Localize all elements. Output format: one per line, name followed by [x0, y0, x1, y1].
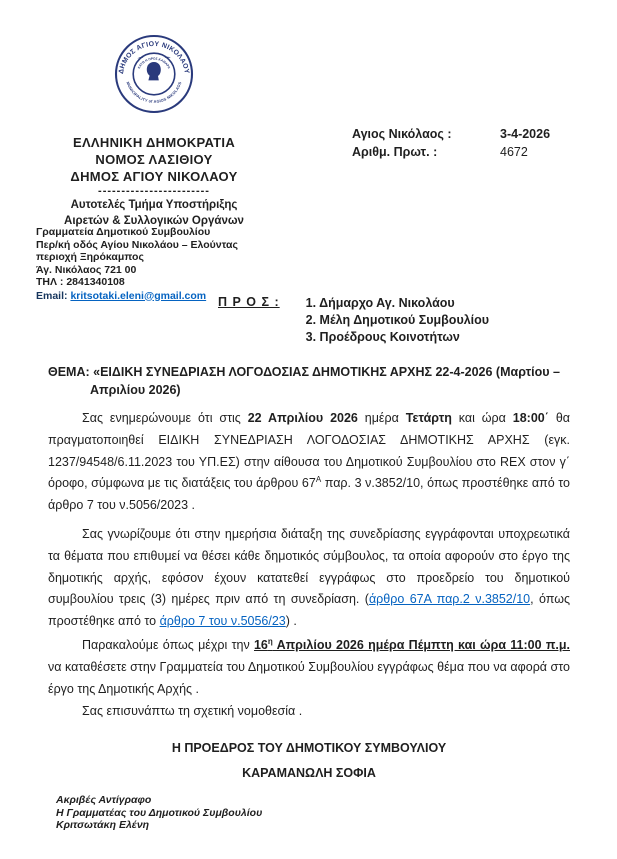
paragraph-text: θα πραγματοποιηθεί ΕΙΔΙΚΗ ΣΥΝΕΔΡΙΑΣΗ ΛΟΓΟΔΟΣΙΑΣ ΔΗΜΟΤΙΚΗΣ ΑΡΧΗΣ (εγκ. 1237/94548/6.11.2023 του ΥΠ.ΕΣ) στην αίθουσα του Δημοτικού Συμβουλίου στο REX στον γ΄ όροφο, σύμφωνα με τις διατάξεις του άρθρου 67	[48, 411, 570, 491]
seal-arc-bottom-text: MUNICIPALITY of AGIOS NIKOLAOS	[125, 81, 183, 104]
deadline-rest: Απριλίου 2026 ημέρα Πέμπτη και ώρα 11:00 π.μ.	[272, 637, 570, 652]
header-left-block	[38, 34, 270, 229]
law-link-3852[interactable]: άρθρο 67Α παρ.2 ν.3852/10	[368, 592, 531, 607]
protocol-label: Αριθμ. Πρωτ. :	[352, 144, 438, 159]
municipality-seal-logo	[114, 34, 194, 114]
municipality-title: ΔΗΜΟΣ ΑΓΙΟΥ ΝΙΚΟΛΑΟΥ	[70, 169, 238, 184]
email-link[interactable]: kritsotaki.eleni@gmail.com	[70, 289, 207, 302]
svg-text:MUNICIPALITY of AGIOS NIKOLAOS	[125, 81, 182, 104]
signature-block	[48, 736, 570, 785]
paragraph-text: παρ. 3 ν.3852/10, όπως προστέθηκε από το άρθρο 7 του ν.5056/2023 .	[48, 476, 570, 513]
recipient-item: 1. Δήμαρχο Αγ. Νικολάου	[305, 296, 455, 310]
republic-title: ΕΛΛΗΝΙΚΗ ΔΗΜΟΚΡΑΤΙΑ	[72, 135, 236, 150]
date-value: 3-4-2026	[500, 127, 551, 141]
law-link-5056[interactable]: άρθρο 7 του ν.5056/23	[159, 614, 286, 629]
subject-text-line2: Απριλίου 2026)	[90, 383, 181, 397]
protocol-value: 4672	[500, 144, 528, 159]
department-line2: Αιρετών & Συλλογικών Οργάνων	[64, 215, 244, 227]
paragraph-text: ημέρα	[357, 411, 406, 425]
email-label: Email:	[36, 289, 68, 302]
recipients-block	[218, 295, 489, 346]
prefecture-title: ΝΟΜΟΣ ΛΑΣΙΘΙΟΥ	[95, 152, 213, 167]
letter-body	[48, 363, 570, 832]
session-date: 22 Απριλίου 2026	[247, 411, 358, 425]
paragraph-text: ) .	[285, 614, 297, 629]
deadline-day-number: 16	[253, 637, 268, 652]
paragraph-text: να καταθέσετε στην Γραμματεία του Δημοτικού Συμβουλίου εγγράφως θέμα που να αφορά στο έργο της Δημοτικής Αρχής .	[48, 659, 570, 696]
contact-city: Άγ. Νικόλαος 721 00	[36, 263, 137, 276]
contact-office: Γραμματεία Δημοτικού Συμβουλίου	[36, 226, 211, 238]
protocol-row	[352, 144, 582, 162]
contact-block	[36, 226, 238, 302]
paragraph-text: και ώρα	[451, 411, 513, 425]
closing-line: Σας επισυνάπτω τη σχετική νομοθεσία .	[82, 704, 303, 719]
secretary-name: Κριτσωτάκη Ελένη	[56, 819, 150, 832]
subject-text-line1: ΘΕΜΑ: «ΕΙΔΙΚΗ ΣΥΝΕΔΡΙΑΣΗ ΛΟΓΟΔΟΣΙΑΣ ΔΗΜΟΤΙΚΗΣ ΑΡΧΗΣ 22-4-2026 (Μαρτίου –	[48, 365, 560, 379]
department-line1: Αυτοτελές Τμήμα Υποστήριξης	[70, 199, 238, 211]
place-date-row	[352, 126, 582, 144]
seal-head-figure-icon	[147, 62, 161, 80]
secretary-title: Η Γραμματέας του Δημοτικού Συμβουλίου	[56, 806, 263, 819]
contact-phone: ΤΗΛ : 2841340108	[36, 276, 125, 288]
session-day: Τετάρτη	[405, 411, 452, 425]
recipients-label: Π Ρ Ο Σ :	[218, 295, 280, 309]
header-divider: ------------------------	[98, 185, 210, 197]
certified-copy-block	[56, 794, 570, 832]
paragraph-text: Σας ενημερώνουμε ότι στις	[82, 411, 248, 425]
paragraph-text: , όπως προστέθηκε από το	[48, 592, 570, 629]
reference-block	[352, 126, 582, 161]
superscript-letter: Α	[315, 475, 322, 485]
signature-title: Η ΠΡΟΕΔΡΟΣ ΤΟΥ ΔΗΜΟΤΙΚΟΥ ΣΥΜΒΟΥΛΙΟΥ	[171, 741, 447, 756]
session-time: 18:00΄	[512, 411, 549, 425]
contact-email-row	[36, 290, 238, 303]
contact-street: Περ/κή οδός Αγίου Νικολάου – Ελούντας	[36, 238, 238, 251]
paragraph-deadline	[48, 635, 570, 700]
place-label: Αγιος Νικόλαος :	[352, 127, 452, 141]
seal-arc-inner-text: ΛΑΤΩ Η ΠΡΟΣ ΚΑΜΑΡΑ	[136, 56, 172, 70]
paragraph-agenda-rules	[48, 524, 570, 633]
recipient-item: 2. Μέλη Δημοτικού Συμβουλίου	[305, 313, 490, 327]
deadline-phrase	[254, 638, 570, 652]
seal-arc-top-text: ΔΗΜΟΣ ΑΓΙΟΥ ΝΙΚΟΛΑΟΥ	[117, 40, 191, 75]
certified-copy-label: Ακριβές Αντίγραφο	[56, 794, 152, 807]
paragraph-text: Παρακαλούμε όπως μέχρι την	[82, 637, 254, 652]
subject-line	[48, 363, 570, 399]
contact-area: περιοχή Ξηρόκαμπος	[36, 251, 144, 263]
recipient-item: 3. Προέδρους Κοινοτήτων	[305, 330, 460, 344]
signature-name: ΚΑΡΑΜΑΝΩΛΗ ΣΟΦΙΑ	[242, 765, 376, 780]
paragraph-text: Σας γνωρίζουμε ότι στην ημερήσια διάταξη της συνεδρίασης εγγράφονται υποχρεωτικά τα θέματα που επιθυμεί να θέσει κάθε δημοτικός σύμβουλος, τα οποία αφορούν στο έργο της δημοτικής αρχής, εφόσον έχουν κατατεθεί εγγράφως στο προεδρείο του δημοτικού συμβουλίου τρεις (3) ημέρες πριν από τη συνεδρίαση. (	[48, 526, 570, 607]
superscript-eta: η	[267, 636, 273, 646]
paragraph-announcement	[48, 408, 570, 517]
recipients-list	[306, 295, 489, 346]
